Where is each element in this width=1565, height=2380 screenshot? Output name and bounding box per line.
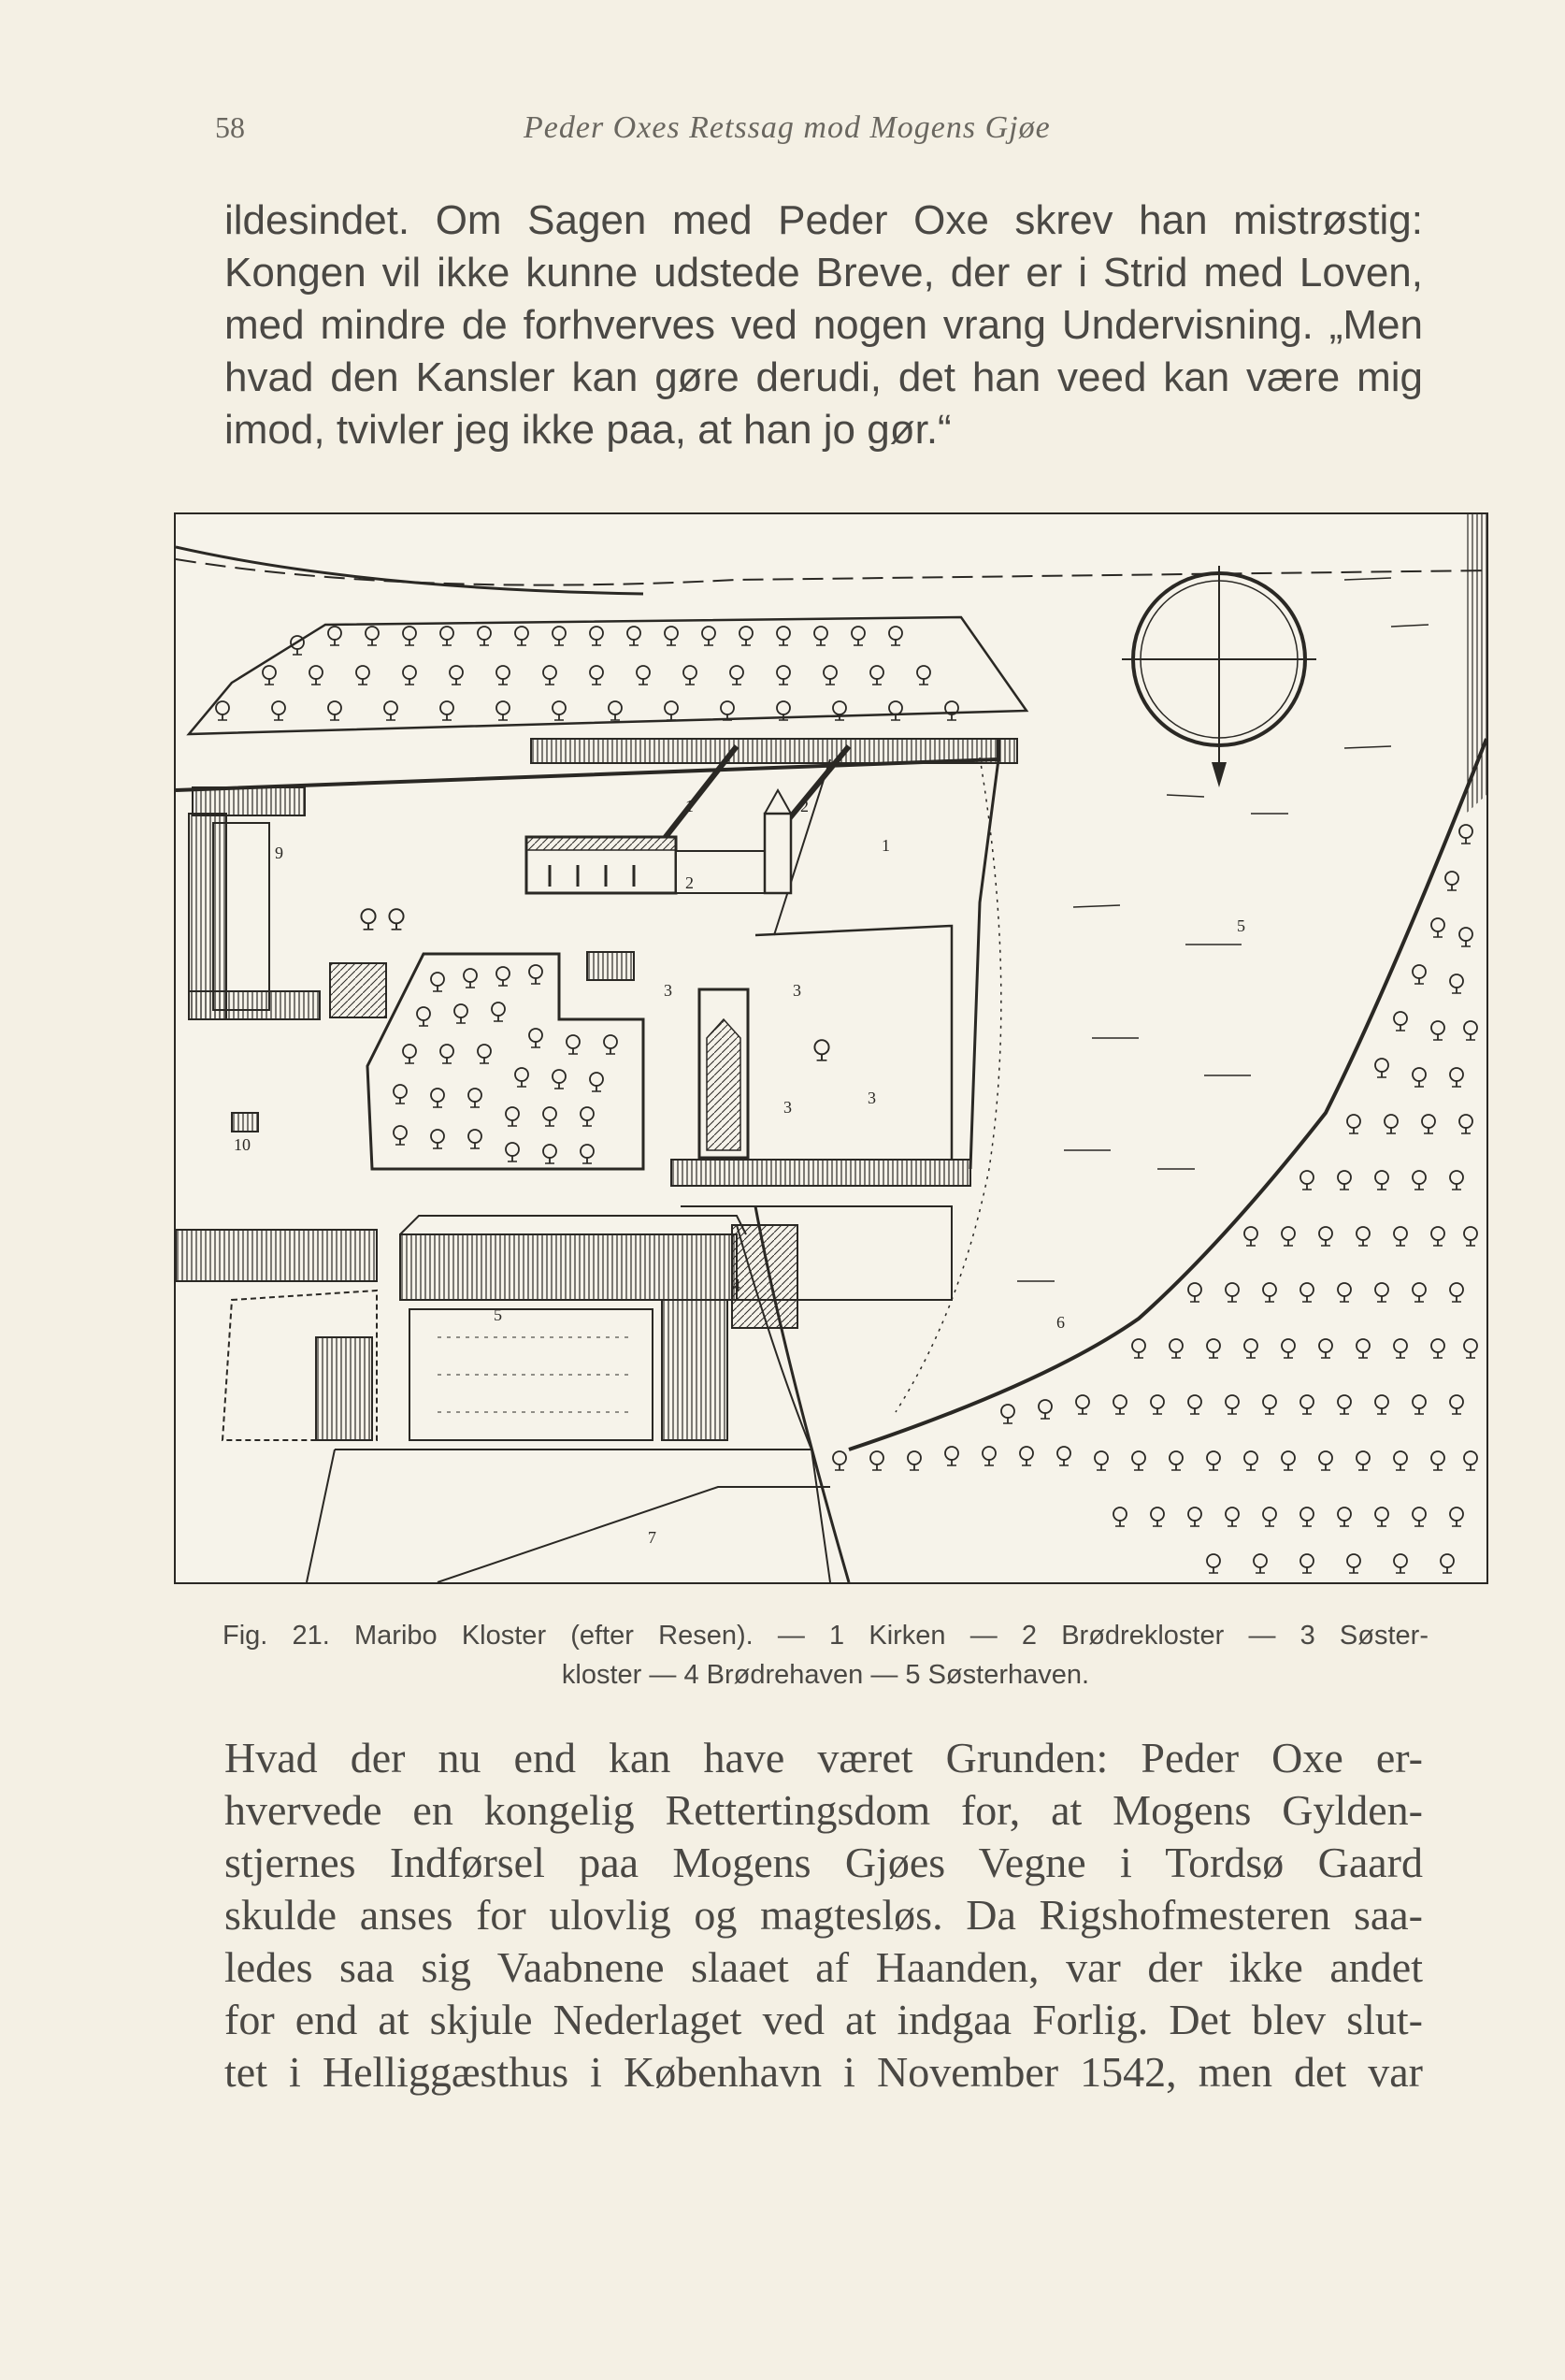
map-label: 4	[732, 1276, 740, 1294]
paragraph-1-line: Kongen vil ikke kunne udstede Breve, der er i Strid med Loven,	[224, 250, 1423, 296]
map-label: 5	[494, 1305, 502, 1324]
page-number: 58	[215, 110, 245, 144]
paragraph-2-line: for end at skjule Nederlaget ved at indgaa Forlig. Det blev slut-	[224, 1996, 1423, 2043]
running-title: Peder Oxes Retssag mod Mogens Gjøe	[524, 110, 1051, 145]
map-label: 2	[685, 873, 694, 892]
paragraph-1-line: ildesindet. Om Sagen med Peder Oxe skrev han mistrøstig:	[224, 197, 1423, 243]
orchard-trees-sister-garden	[394, 965, 617, 1163]
figure-caption	[223, 1616, 1429, 1695]
orchard-trees-top	[216, 627, 958, 720]
map-engraving	[176, 514, 1486, 1582]
paragraph-2-line: Hvad der nu end kan have været Grunden: Peder Oxe er-	[224, 1734, 1423, 1781]
map-label: 3	[868, 1089, 876, 1107]
paragraph-2-line: skulde anses for ulovlig og magtesløs. Da Rigshofmesteren saa-	[224, 1891, 1423, 1939]
map-label: 3	[793, 981, 801, 1000]
map-label: 6	[1056, 1313, 1065, 1332]
paragraph-1-line: imod, tvivler jeg ikke paa, at han jo gør.“	[224, 407, 952, 453]
paragraph-1-line: hvad den Kansler kan gøre derudi, det han veed kan være mig	[224, 354, 1423, 400]
paragraph-1	[224, 195, 1423, 456]
map-label: 10	[234, 1135, 251, 1154]
church-building	[526, 790, 791, 893]
caption-line-1: Fig. 21. Maribo Kloster (efter Resen). — 1 Kirken — 2 Brødrekloster — 3 Søster-	[223, 1621, 1429, 1651]
map-label: 3	[664, 981, 672, 1000]
map-label: 9	[275, 844, 283, 862]
map-label: 7	[648, 1528, 656, 1547]
map-label: 5	[1237, 916, 1245, 935]
paragraph-2-line: hvervede en kongelig Rettertingsdom for, at Mogens Gylden-	[224, 1786, 1423, 1834]
map-label: 2	[800, 797, 809, 815]
paragraph-2-line: stjernes Indførsel paa Mogens Gjøes Vegne i Tordsø Gaard	[224, 1839, 1423, 1886]
water-dashes	[1017, 578, 1429, 1281]
map-label: 1	[685, 797, 694, 815]
map-label: 1	[882, 836, 890, 855]
maribo-kloster-map-figure	[174, 512, 1488, 1584]
caption-line-2: kloster — 4 Brødrehaven — 5 Søsterhaven.	[561, 1660, 1090, 1690]
paragraph-1-line: med mindre de forhverves ved nogen vrang Undervisning. „Men	[224, 302, 1423, 348]
running-header	[215, 110, 1430, 157]
compass-rose-icon	[1122, 566, 1316, 787]
paragraph-2-line: ledes saa sig Vaabnene slaaet af Haanden, var der ikke andet	[224, 1943, 1423, 1991]
shore-trees	[833, 825, 1477, 1573]
paragraph-2-line: tet i Helliggæsthus i København i November 1542, men det var	[224, 2048, 1423, 2096]
map-label: 3	[783, 1098, 792, 1117]
paragraph-2	[224, 1732, 1423, 2099]
